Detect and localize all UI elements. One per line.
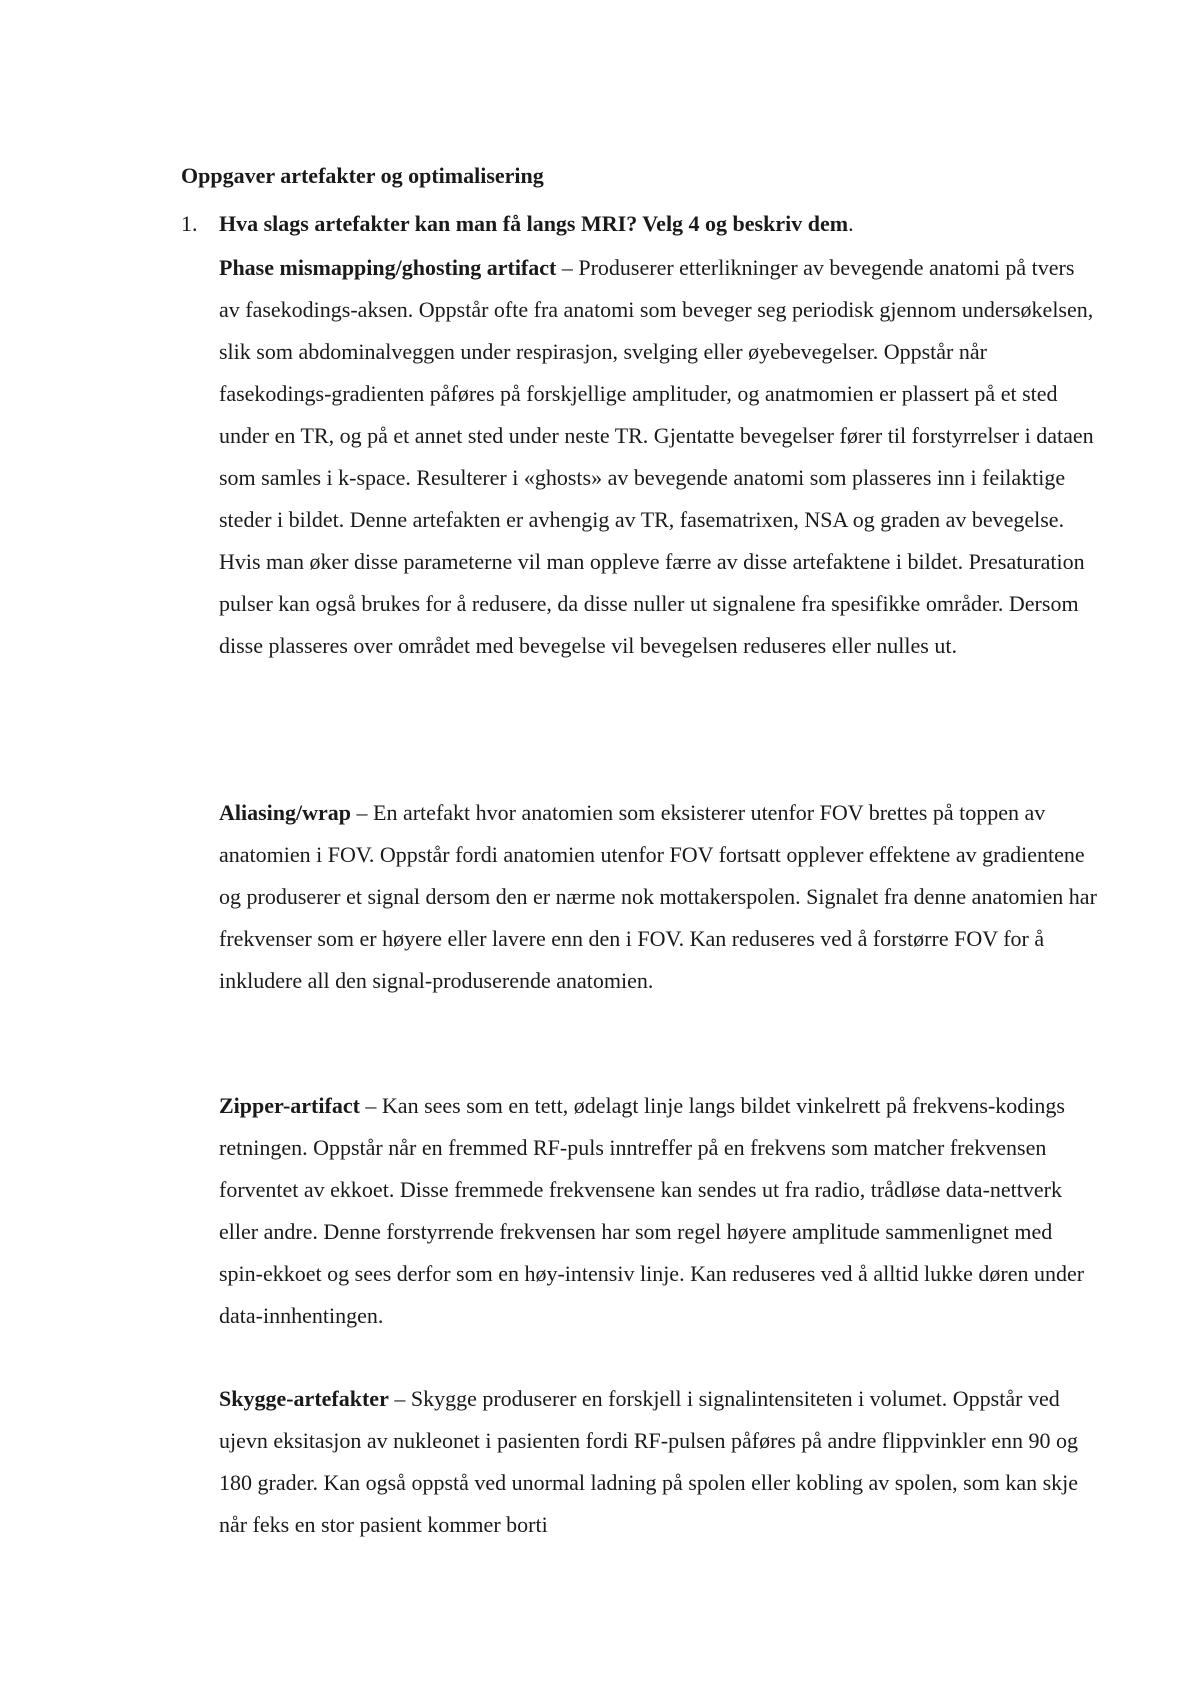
section-separator: – — [351, 800, 374, 825]
section-aliasing-wrap — [219, 792, 1099, 1002]
section-phase-mismapping — [219, 247, 1099, 667]
question-1 — [181, 210, 854, 238]
section-term: Phase mismapping/ghosting artifact — [219, 255, 557, 280]
section-body: Kan sees som en tett, ødelagt linje langs bildet vinkelrett på frekvens-kodings retningen. Oppstår når en fremmed RF-puls inntreffer på en frekvens som matcher frekvensen forventet av ekkoet. Disse fremmede frekvensene kan sendes ut fra radio, trådløse data-nettverk eller andre. Denne forstyrrende frekvensen har som regel høyere amplitude sammenlignet med spin-ekkoet og sees derfor som en høy-intensiv linje. Kan reduseres ved å alltid lukke døren under data-innhentingen. — [219, 1093, 1085, 1328]
section-body: Skygge produserer en forskjell i signalintensiteten i volumet. Oppstår ved ujevn eksitasjon av nukleonet i pasienten fordi RF-pulsen påføres på andre flippvinkler enn 90 og 180 grader. Kan også oppstå ved unormal ladning på spolen eller kobling av spolen, som kan skje når feks en stor pasient kommer borti — [219, 1386, 1079, 1537]
question-text: Hva slags artefakter kan man få langs MRI? Velg 4 og beskriv dem — [219, 211, 849, 236]
section-separator: – — [556, 255, 579, 280]
question-end: . — [848, 211, 854, 236]
section-body: Produserer etterlikninger av bevegende anatomi på tvers av fasekodings-aksen. Oppstår ofte fra anatomi som beveger seg periodisk gjennom undersøkelsen, slik som abdominalveggen under respirasjon, svelging eller øyebevegelser. Oppstår når fasekodings-gradienten påføres på forskjellige amplituder, og anatmomien er plassert på et sted under en TR, og på et annet sted under neste TR. Gjentatte bevegelser fører til forstyrrelser i dataen som samles i k-space. Resulterer i «ghosts» av bevegende anatomi som plasseres inn i feilaktige steder i bildet. Denne artefakten er avhengig av TR, fasematrixen, NSA og graden av bevegelse. Hvis man øker disse parameterne vil man oppleve færre av disse artefaktene i bildet. Presaturation pulser kan også brukes for å redusere, da disse nuller ut signalene fra spesifikke områder. Dersom disse plasseres over området med bevegelse vil bevegelsen reduseres eller nulles ut. — [219, 255, 1094, 658]
section-separator: – — [388, 1386, 411, 1411]
document-title: Oppgaver artefakter og optimalisering — [181, 163, 544, 188]
section-term: Aliasing/wrap — [219, 800, 352, 825]
section-zipper-artifact — [219, 1085, 1099, 1337]
question-number: 1. — [181, 211, 198, 236]
section-term: Skygge-artefakter — [219, 1386, 389, 1411]
section-body: En artefakt hvor anatomien som eksisterer utenfor FOV brettes på toppen av anatomien i FOV. Oppstår fordi anatomien utenfor FOV fortsatt opplever effektene av gradientene og produserer et signal dersom den er nærme nok mottakerspolen. Signalet fra denne anatomien har frekvenser som er høyere eller lavere enn den i FOV. Kan reduseres ved å forstørre FOV for å inkludere all den signal-produserende anatomien. — [219, 800, 1097, 993]
section-term: Zipper-artifact — [219, 1093, 360, 1118]
section-separator: – — [359, 1093, 382, 1118]
section-skygge-artefakter — [219, 1378, 1099, 1546]
